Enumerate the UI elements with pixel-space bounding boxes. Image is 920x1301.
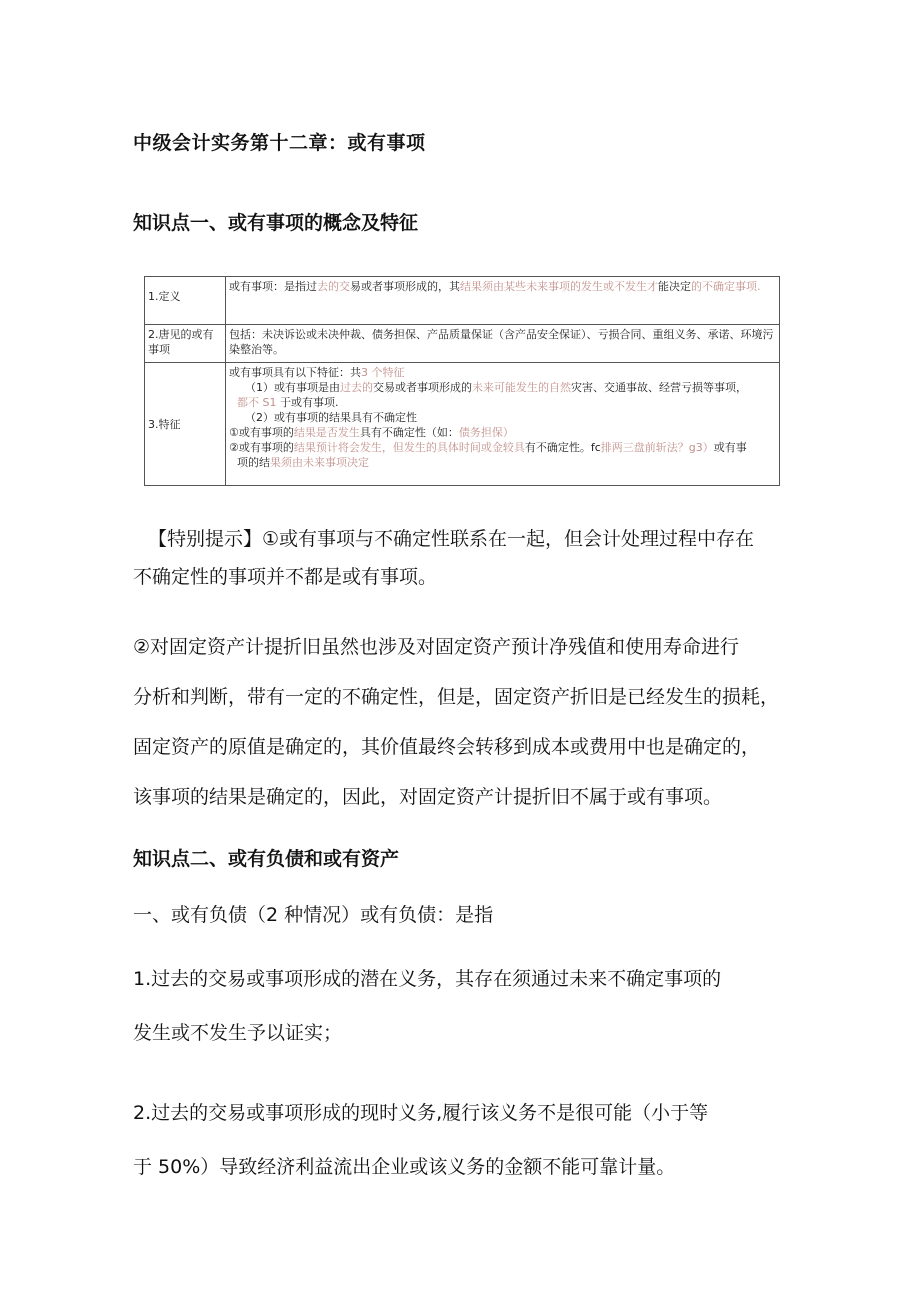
page-title: 中级会计实务第十二章：或有事项 (133, 132, 426, 154)
item-line: 1.过去的交易或事项形成的潜在义务，其存在须通过未来不确定事项的 (133, 968, 722, 990)
tip-line: 不确定性的事项并不都是或有事项。 (133, 566, 438, 588)
row-label: 2.唐见的或有事项 (145, 325, 226, 363)
liability-item-1 (133, 952, 721, 1060)
row-content: 包括：未决诉讼或未决仲裁、债务担保、产品质量保证（含产品安全保证）、亏损合同、重组义务、承诺、环境污染整治等。 (226, 325, 780, 363)
note-line: 分析和判断，带有一定的不确定性，但是，固定资产折旧是已经发生的损耗， (133, 686, 780, 708)
row-label: 1.定义 (145, 277, 226, 325)
row-content: 或有事项：是指过去的交易或者事项形成的，其结果须由某些未来事项的发生或不发生才能决定的不确定事项. (226, 277, 780, 325)
note-line: ②对固定资产计提折旧虽然也涉及对固定资产预计净残值和使用寿命进行 (133, 636, 740, 658)
liability-intro: 一、或有负债（2 种情况）或有负债：是指 (133, 904, 494, 926)
table-row-definition (145, 277, 780, 325)
item-line: 发生或不发生予以证实； (133, 1022, 343, 1044)
concept-table (144, 276, 780, 486)
note-line: 固定资产的原值是确定的，其价值最终会转移到成本或费用中也是确定的， (133, 736, 761, 758)
table-row-features (145, 363, 780, 486)
item-line: 2.过去的交易或事项形成的现时义务,履行该义务不是很可能（小于等 (133, 1102, 709, 1124)
table-row-common (145, 325, 780, 363)
item-line: 于 50%）导致经济利益流出企业或该义务的金额不能可靠计量。 (133, 1156, 676, 1178)
note-line: 该事项的结果是确定的，因此，对固定资产计提折旧不属于或有事项。 (133, 786, 723, 808)
liability-item-2 (133, 1086, 708, 1194)
tip-line: 【特别提示】①或有事项与不确定性联系在一起，但会计处理过程中存在 (148, 528, 755, 550)
row-label: 3.特征 (145, 363, 226, 486)
depreciation-note (133, 622, 853, 822)
row-content: 或有事项具有以下特征：共3 个特征 （1）或有事项是由过去的交易或者事项形成的未来可能发生的自然灾害、交通事故、经营亏损等事项， 都不 S1 于或有事项. （2）或有事项的结果具有不确定性 ①或有事项的结果是否发生具有不确定性（如：债务担保） ②或有事项的结果预计将会发生，但发生的具体时间或金较具有不确定性。fc排两三盘前斩法？g3）或有事 项的结果须由未来事项决定 (226, 363, 780, 486)
section1-heading: 知识点一、或有事项的概念及特征 (133, 212, 419, 234)
special-tip (133, 520, 848, 596)
section2-heading: 知识点二、或有负债和或有资产 (133, 848, 400, 870)
